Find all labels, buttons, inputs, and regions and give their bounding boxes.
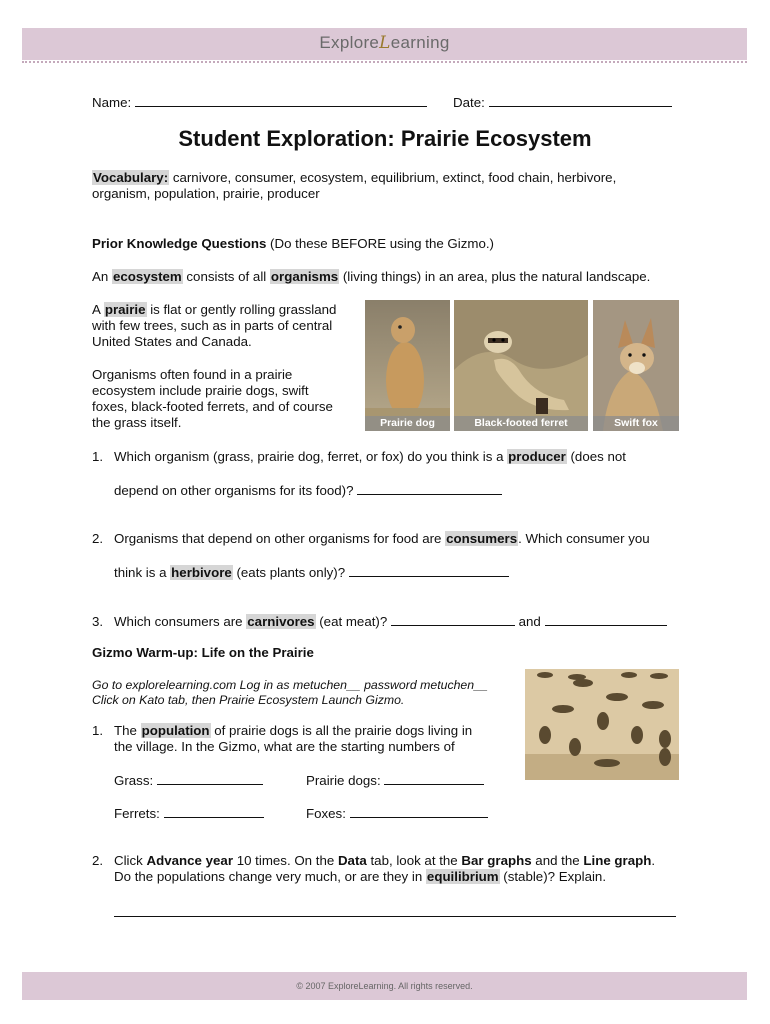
organisms-line-2: ecosystem include prairie dogs, swift [92, 383, 309, 398]
prior-knowledge-heading [92, 236, 494, 252]
ferrets-blank[interactable] [164, 805, 264, 818]
prairie-line-1 [92, 302, 336, 318]
q2-line2-post: (eats plants only)? [232, 565, 346, 580]
warmup-question-1-number: 1. [92, 723, 104, 738]
explorelearning-logo [22, 33, 747, 53]
prairie-dog-caption: Prairie dog [365, 416, 450, 431]
warmup-note-line-1: Go to explorelearning.com Log in as metuchen__ password metuchen__ [92, 678, 488, 692]
organisms-line-4: the grass itself. [92, 415, 182, 430]
w2-line2-post: (stable)? Explain. [499, 869, 607, 884]
prairie-line-3: United States and Canada. [92, 334, 252, 349]
term-prairie: prairie [104, 302, 146, 317]
grass-label: Grass: [114, 773, 154, 788]
foxes-blank[interactable] [350, 805, 488, 818]
vocabulary-line-2: organism, population, prairie, producer [92, 186, 320, 201]
black-footed-ferret-caption: Black-footed ferret [454, 416, 588, 431]
w2-data: Data [337, 853, 367, 868]
warmup-question-2-line-1 [92, 853, 655, 869]
grass-blank[interactable] [157, 772, 263, 785]
page-title: Student Exploration: Prairie Ecosystem [178, 126, 592, 151]
eco-pre: An [92, 269, 112, 284]
prairie-dog-photo [365, 300, 450, 431]
warmup-question-2-line-2 [114, 869, 606, 885]
black-footed-ferret-photo [454, 300, 588, 431]
w2-times: 10 times. On the [233, 853, 338, 868]
name-blank[interactable] [135, 94, 427, 107]
q1-post: (does not [566, 449, 626, 464]
q3-post: (eat meat)? [315, 614, 388, 629]
term-producer: producer [508, 449, 566, 464]
term-consumers: consumers [446, 531, 518, 546]
w2-bar-graphs: Bar graphs [461, 853, 532, 868]
q2-post: . Which consumer you [518, 531, 650, 546]
w2-and: and the [531, 853, 584, 868]
vocabulary-line-1 [92, 170, 616, 186]
ecosystem-sentence [92, 269, 650, 285]
w2-advance-year: Advance year [146, 853, 233, 868]
warmup-heading: Gizmo Warm-up: Life on the Prairie [92, 645, 314, 660]
vocabulary-text-1: carnivore, consumer, ecosystem, equilibrium, extinct, food chain, herbivore, [169, 170, 617, 185]
logo-text-left: Explore [319, 33, 380, 52]
q3-and: and [518, 614, 541, 629]
ferrets-field[interactable] [114, 805, 264, 822]
term-population: population [141, 723, 210, 738]
footer-band [22, 972, 747, 1000]
prairie-text-1: is flat or gently rolling grassland [146, 302, 337, 317]
warmup-note-line-2: Click on Kato tab, then Prairie Ecosystem Launch Gizmo. [92, 693, 405, 707]
prairie-line-2: with few trees, such as in parts of central [92, 318, 333, 333]
logo-mark: L [379, 33, 391, 53]
warmup-question-2-number: 2. [92, 853, 104, 868]
header-band [22, 28, 747, 60]
date-blank[interactable] [489, 94, 672, 107]
question-2-line-2 [114, 564, 509, 581]
q2-pre: Organisms that depend on other organisms for food are [114, 531, 446, 546]
warmup-question-1-line-2: the village. In the Gizmo, what are the starting numbers of [114, 739, 455, 754]
question-2-line-1 [92, 531, 650, 547]
eco-post: (living things) in an area, plus the natural landscape. [339, 269, 651, 284]
question-3-number: 3. [92, 614, 104, 629]
term-carnivores: carnivores [247, 614, 315, 629]
eco-mid: consists of all [182, 269, 270, 284]
w1-post: of prairie dogs is all the prairie dogs living in [210, 723, 473, 738]
q1-line2-text: depend on other organisms for its food)? [114, 483, 354, 498]
question-1-line-1 [92, 449, 626, 465]
question-1-line-2 [114, 482, 502, 499]
swift-fox-caption: Swift fox [593, 416, 679, 431]
prairie-dogs-blank[interactable] [384, 772, 484, 785]
gizmo-prairie-thumbnail [525, 669, 679, 780]
logo-text-right: earning [390, 33, 450, 52]
organisms-line-3: foxes, black-footed ferrets, and of course [92, 399, 333, 414]
question-3-line [92, 613, 667, 630]
question-2-answer-blank[interactable] [349, 564, 509, 577]
foxes-label: Foxes: [306, 806, 346, 821]
term-organisms: organisms [270, 269, 339, 284]
swift-fox-photo [593, 300, 679, 431]
question-1-answer-blank[interactable] [357, 482, 502, 495]
date-label: Date: [453, 95, 485, 110]
vocabulary-label: Vocabulary: [93, 170, 169, 185]
term-ecosystem: ecosystem [112, 269, 182, 284]
term-equilibrium: equilibrium [426, 869, 499, 884]
w1-pre: The [114, 723, 141, 738]
q3-pre: Which consumers are [114, 614, 247, 629]
name-field[interactable] [92, 94, 427, 111]
w2-dot: . [651, 853, 656, 868]
date-field[interactable] [453, 94, 672, 111]
w2-line2-pre: Do the populations change very much, or are they in [114, 869, 426, 884]
prior-heading-text: Prior Knowledge Questions [92, 236, 267, 251]
foxes-field[interactable] [306, 805, 488, 822]
prairie-dogs-field[interactable] [306, 772, 484, 789]
q2-line2-pre: think is a [114, 565, 171, 580]
question-3-answer-blank-1[interactable] [391, 613, 515, 626]
prairie-dogs-label: Prairie dogs: [306, 773, 381, 788]
term-herbivore: herbivore [171, 565, 232, 580]
header-dotted-rule [22, 61, 747, 63]
name-label: Name: [92, 95, 132, 110]
q1-pre: Which organism (grass, prairie dog, ferret, or fox) do you think is a [114, 449, 508, 464]
prairie-pre: A [92, 302, 104, 317]
w2-line-graph: Line graph [583, 853, 652, 868]
warmup-question-2-answer-line[interactable] [114, 916, 676, 917]
warmup-question-1-line-1 [92, 723, 472, 739]
question-2-number: 2. [92, 531, 104, 546]
prior-heading-note: (Do these BEFORE using the Gizmo.) [266, 236, 494, 251]
grass-field[interactable] [114, 772, 263, 789]
organisms-line-1: Organisms often found in a prairie [92, 367, 293, 382]
ferrets-label: Ferrets: [114, 806, 160, 821]
question-3-answer-blank-2[interactable] [545, 613, 667, 626]
copyright-notice: © 2007 ExploreLearning. All rights reserved. [296, 981, 473, 991]
w2-click: Click [114, 853, 147, 868]
question-1-number: 1. [92, 449, 104, 464]
w2-tab: tab, look at the [366, 853, 462, 868]
